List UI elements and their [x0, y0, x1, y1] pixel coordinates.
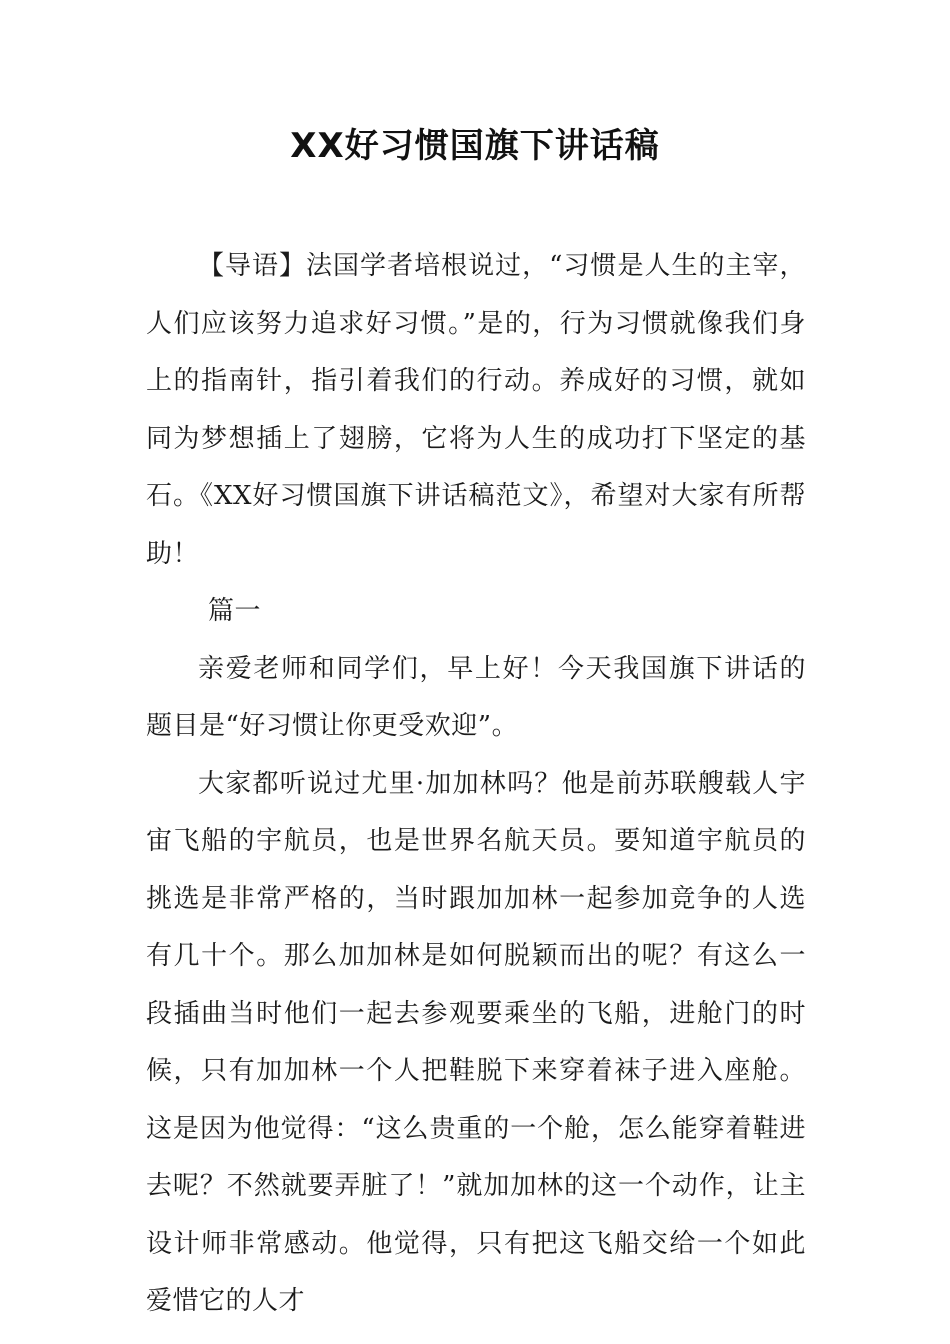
story-paragraph: 大家都听说过尤里·加加林吗？他是前苏联艘载人宇宙飞船的宇航员，也是世界名航天员。要知道宇航员的挑选是非常严格的，当时跟加加林一起参加竞争的人选有几十个。那么加加林是如何脱颖而出的呢？有这么一段插曲当时他们一起去参观要乘坐的飞船，进舱门的时候，只有加加林一个人把鞋脱下来穿着袜子进入座舱。这是因为他觉得：“这么贵重的一个舱，怎么能穿着鞋进去呢？不然就要弄脏了！”就加加林的这一个动作，让主设计师非常感动。他觉得，只有把这飞船交给一个如此爱惜它的人才 [146, 768, 806, 1316]
greeting-paragraph: 亲爱老师和同学们，早上好！今天我国旗下讲话的题目是“好习惯让你更受欢迎”。 [146, 653, 806, 741]
document-title: XX好习惯国旗下讲话稿 [290, 126, 660, 166]
document-body [146, 238, 806, 1331]
section-heading: 篇一 [208, 596, 262, 626]
intro-paragraph: 【导语】法国学者培根说过，“习惯是人生的主宰，人们应该努力追求好习惯。”是的，行为习惯就像我们身上的指南针，指引着我们的行动。养成好的习惯，就如同为梦想插上了翅膀，它将为人生的成功打下坚定的基石。《XX好习惯国旗下讲话稿范文》，希望对大家有所帮助！ [146, 251, 806, 569]
